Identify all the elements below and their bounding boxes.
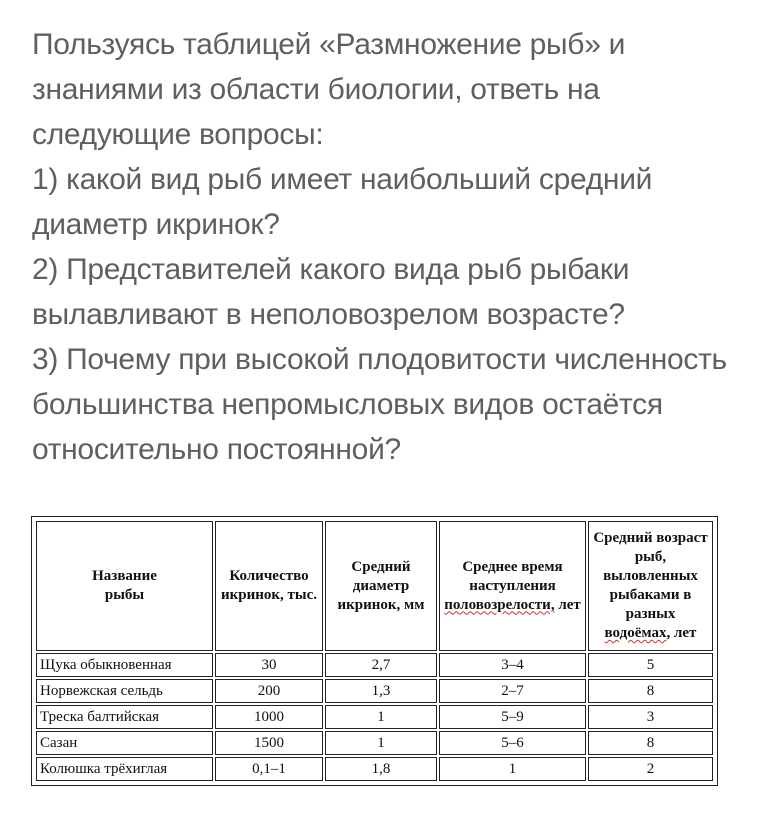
fish-reproduction-table-frame xyxy=(31,516,718,786)
header-egg-diameter: Средний диаметр икринок, мм xyxy=(325,521,437,651)
header-maturity-time: Среднее время наступления половозрелости, лет xyxy=(439,521,586,651)
cell-maturity: 1 xyxy=(439,757,586,781)
cell-maturity: 3–4 xyxy=(439,653,586,677)
table-row xyxy=(36,653,713,677)
cell-eggs: 200 xyxy=(215,679,323,703)
table-header-row xyxy=(36,521,713,651)
cell-maturity: 5–6 xyxy=(439,731,586,755)
question-1: 1) какой вид рыб имеет наибольший средний диаметр икринок? xyxy=(32,163,653,241)
question-intro: Пользуясь таблицей «Размножение рыб» и знаниями из области биологии, ответь на следующие вопросы: xyxy=(32,28,626,151)
table-row xyxy=(36,679,713,703)
fish-reproduction-table xyxy=(34,519,715,783)
header-name: Название рыбы xyxy=(36,521,213,651)
question-2: 2) Представителей какого вида рыб рыбаки вылавливают в неполовозрелом возрасте? xyxy=(32,253,630,331)
cell-eggs: 1000 xyxy=(215,705,323,729)
cell-maturity: 2–7 xyxy=(439,679,586,703)
table-row xyxy=(36,757,713,781)
cell-age: 8 xyxy=(588,679,713,703)
cell-name: Щука обыкновенная xyxy=(36,653,213,677)
cell-diameter: 1,3 xyxy=(325,679,437,703)
cell-eggs: 0,1–1 xyxy=(215,757,323,781)
cell-age: 5 xyxy=(588,653,713,677)
cell-age: 8 xyxy=(588,731,713,755)
cell-age: 2 xyxy=(588,757,713,781)
header-catch-age: Средний возраст рыб, выловленных рыбаками в разных водоёмах, лет xyxy=(588,521,713,651)
question-3: 3) Почему при высокой плодовитости численность большинства непромысловых видов остаётся относительно постоянной? xyxy=(32,343,727,466)
cell-name: Сазан xyxy=(36,731,213,755)
cell-name: Норвежская сельдь xyxy=(36,679,213,703)
cell-age: 3 xyxy=(588,705,713,729)
cell-diameter: 2,7 xyxy=(325,653,437,677)
cell-eggs: 30 xyxy=(215,653,323,677)
header-eggs-count: Количество икринок, тыс. xyxy=(215,521,323,651)
cell-name: Треска балтийская xyxy=(36,705,213,729)
table-row xyxy=(36,731,713,755)
cell-diameter: 1,8 xyxy=(325,757,437,781)
cell-maturity: 5–9 xyxy=(439,705,586,729)
question-text xyxy=(32,22,762,472)
cell-name: Колюшка трёхиглая xyxy=(36,757,213,781)
cell-diameter: 1 xyxy=(325,731,437,755)
cell-eggs: 1500 xyxy=(215,731,323,755)
cell-diameter: 1 xyxy=(325,705,437,729)
table-row xyxy=(36,705,713,729)
